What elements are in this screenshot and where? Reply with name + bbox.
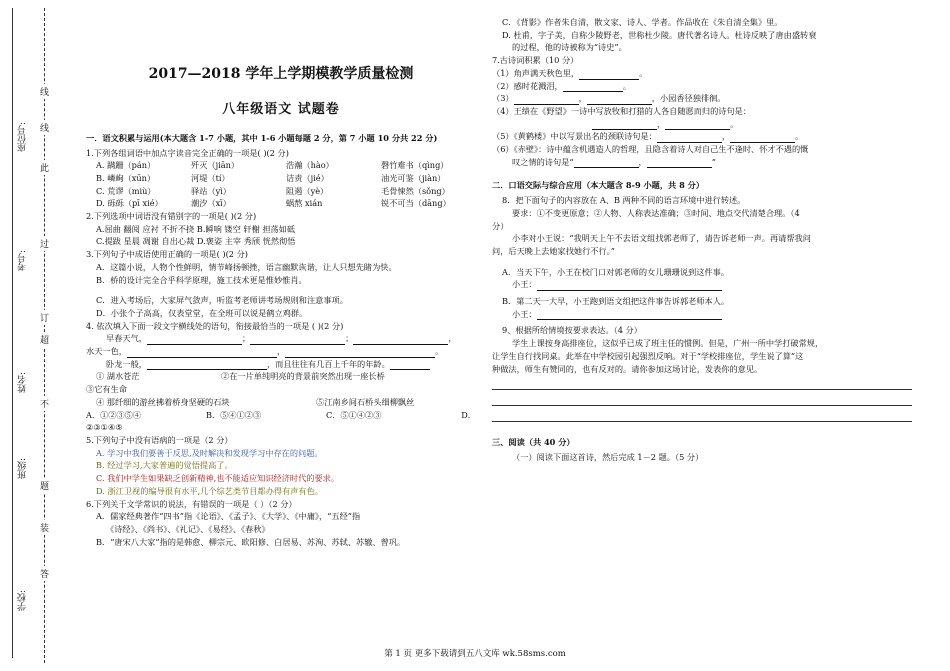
- section-3-title: 三、阅读（共 40 分）: [492, 437, 575, 448]
- page-footer: 第 1 页 更多下载请到五八文库 wk.58sms.com: [384, 649, 566, 659]
- q6-option: 的过程，他的诗被称为“诗史”。: [512, 42, 627, 53]
- exam-title: 2017—2018 学年上学期模教学质量检测: [148, 66, 414, 82]
- seal-char: 线: [40, 120, 49, 135]
- q4-option-d: ②③①④⑤: [86, 422, 123, 433]
- q9-text: 让学生自行找同桌。此举在中学校园引起强烈反响。对于“学校排座位，学生说了算”这: [492, 350, 804, 361]
- answer-line[interactable]: [492, 409, 912, 422]
- seal-char: 题: [40, 478, 49, 493]
- q8-quote: 小李对小王说：“我明天上午不去语文组找郭老师了，请告诉老师一声。再请帮我问: [512, 233, 811, 244]
- q8-answer-b: 小王：: [492, 308, 912, 321]
- q7-fill: 叹之情的诗句是“ ， ”: [512, 156, 716, 167]
- q8-requirement: 分）: [492, 220, 509, 231]
- q5-option: D. 浙江卫视的编导很有水平,几个综艺类节目都办得有声有色。: [96, 485, 323, 496]
- q5-option: B. 经过学习,大家普遍的觉悟提高了。: [96, 460, 233, 471]
- answer-line[interactable]: [492, 393, 912, 406]
- section-2-title: 二．口语交际与综合应用（本大题含 8-9 小题，共 8 分）: [492, 180, 705, 191]
- q4-fill-line: 卧龙一般， ，而且往往有几百上千年的年龄。: [86, 358, 476, 371]
- q4-items: ① 湖水苍茫 ②在一片单纯明亮的背景前突然出现一座长桥: [96, 371, 385, 382]
- q7-item: （2）感时花溅泪， 。: [492, 80, 631, 91]
- exam-no-label: 考号:: [18, 250, 28, 272]
- q7-stem: 7.古诗词积累（10 分）: [492, 55, 579, 66]
- q3-option: D．小张个子高高，仅表堂堂，在全班可以说是鹤立鸡群。: [96, 307, 308, 318]
- q5-option: C. 我们中学生如果缺乏创新精神,也不能适应知识经济时代的要求。: [96, 473, 340, 484]
- q4-stem: 4. 依次填入下面一段文字横线处的语句，衔接最恰当的一项是 ( )(2 分): [86, 320, 344, 331]
- q6-option: B．“唐宋八大家”指的是韩愈、柳宗元、欧阳修、白居易、苏洵、苏轼、苏辙、曾巩。: [96, 536, 406, 547]
- right-column: [492, 8, 912, 464]
- q7-fill: ， 。: [492, 118, 912, 131]
- q2-option: C.提跋 星晨 凋谢 自出心裁 D.褒姿 主宰 秀颀 恍然彻悟: [96, 236, 296, 247]
- q7-item: （4）王绩在《野望》一诗中写放牧和打猎的人各自随愿而归的诗句是：: [492, 105, 752, 116]
- q8-answer-a: 小王：: [492, 278, 912, 291]
- q3-option: A．这篇小说，人物个性鲜明，情节峰扬顿挫，语言幽默诙谐，让人只想先睹为快。: [96, 261, 397, 272]
- q5-option: A. 学习中我们要善于反思,及时解决和发现学习中存在的问题。: [96, 447, 323, 458]
- q6-stem: 6.下列关于文学常识的说法，有错误的一项是（ ）（2 分）: [86, 498, 297, 509]
- q9-text: 学生上课按身高排座位，这似乎已成了班主任的惯例。但是，广州一所中学打破常规，: [512, 338, 824, 349]
- q5-stem: 5.下列句子中没有语病的一项是（2 分）: [86, 435, 233, 445]
- answer-line[interactable]: [492, 377, 912, 390]
- q6-option: 《诗经》、《尚书》、《礼记》、《易经》、《春秋》: [106, 523, 270, 534]
- q3-option: B．桥的设计完全合乎科学原理，施工技术更是惟妙惟肖。: [96, 274, 307, 285]
- seal-char: 此: [40, 160, 49, 175]
- seal-char: 不: [40, 396, 49, 411]
- q3-option: C．进入考场后，大家屏气敛声，听监考老师讲考场规则和注意事项。: [96, 295, 348, 306]
- seat-label: 座位号:: [18, 122, 28, 153]
- q8-quote: 问，后天晚上去她家找她行不行。”: [492, 245, 615, 256]
- q1-row-c: C. 荒谬（miù） 驿站（yì） 阻遏（yè） 毛骨悚然（sǒng）: [96, 185, 450, 196]
- q7-item: （6）《赤壁》：诗中蕴含机遇造人的哲理，且隐含着诗人对自己生不逢时、怀才不遇的慨: [492, 144, 809, 155]
- q1-row-a: A. 蹒跚（pán） 歼灭（jiān） 浩瀚（hào） 磬竹难书（qìng）: [96, 160, 449, 171]
- q9-text: 种做法，师生有赞同的，也有反对的。请你参加这场讨论，发表你的意见。: [492, 363, 763, 374]
- q2-option: A.屈曲 翻阅 应衬 不折不挠 B.瞬响 镂空 轩榭 担荡如砥: [96, 223, 296, 234]
- q1-row-d: D. 砾砾（pī xié） 潮汐（xī） 蜗熬 xián 锐不可当（dāng）: [96, 198, 451, 209]
- q1-stem: 1.下列各组词语中加点字读音完全正确的一项是( )(2 分): [86, 147, 289, 158]
- seal-char: 超: [40, 332, 49, 347]
- seal-char: 答: [40, 566, 49, 581]
- exam-subtitle: 八年级语文 试题卷: [222, 101, 340, 117]
- seal-char: 装: [40, 520, 49, 535]
- q9-stem: 9、根据所给情境按要求表达。（4 分）: [502, 325, 642, 336]
- q4-items: ④ 那纤细的游丝拂着桥身坚硬的石块 ⑤江南乡间石桥头细柳飘丝: [96, 396, 415, 407]
- name-label: 姓名:: [18, 372, 28, 394]
- q7-item: （1）角声满天秋色里， 。: [492, 67, 648, 78]
- q6-option: D. 杜甫，字子美，自称少陵野老，世称杜少陵。唐代著名诗人。杜诗反映了唐由盛转衰: [502, 29, 817, 40]
- class-label: 班级:: [18, 458, 28, 480]
- q4-fill-line: 水天一色， ， 。: [86, 346, 444, 357]
- q6-option: C．《背影》作者朱自清，散文家、诗人、学者。作品收在《朱自清全集》里。: [502, 17, 783, 27]
- q7-item: （5）《黄鹤楼》中以写景出名的颈联诗句是： ， 。: [492, 131, 804, 142]
- q4-item: ③它有生命: [86, 384, 127, 395]
- q4-options: A．①②③⑤④ B．⑤④①②③ C．⑤①④②③ D．: [86, 409, 476, 420]
- school-label: 学校:: [18, 590, 28, 612]
- seal-char: 过: [40, 236, 49, 251]
- q8-stem: 8．把下面句子的内容放在 A、B 两种不同的语言环境中进行转述。: [502, 195, 746, 206]
- q6-option: A．儒家经典著作“四书”指《论语》、《孟子》、《大学》、《中庸》，“五经”指: [96, 511, 361, 522]
- seal-char: 订: [40, 310, 49, 325]
- reading-intro: （一）阅读下面这首诗，然后完成 1－2 题。（5 分）: [512, 451, 704, 462]
- q7-item: （3） ， ，小园香径独徘徊。: [492, 93, 726, 104]
- q2-stem: 2.下列选项中词语没有错别字的一项是( )(2 分): [86, 211, 257, 222]
- q4-fill-line: 早春天气， ； ； ，: [106, 333, 457, 344]
- sidebar-border-line: [12, 8, 13, 658]
- q1-row-b: B. 嶙峋（xūn） 河堤（tí） 诘责（jié） 油光可鉴（jiàn）: [96, 172, 446, 183]
- seal-char: 线: [40, 84, 49, 99]
- binding-sidebar: [0, 0, 60, 671]
- q8-scenario-b: B．第二天一大早，小王跑到语文组把这件事告诉郭老师本人。: [502, 296, 730, 307]
- q3-stem: 3.下列句子中成语使用正确的一项是( )(2 分): [86, 249, 249, 260]
- left-column: [86, 58, 476, 548]
- section-1-title: 一．语文积累与运用(本大题含 1-7 小题，其中 1-6 小题每题 2 分，第 7 小题 10 分共 22 分): [86, 132, 438, 143]
- q8-scenario-a: A．当天下午，小王在校门口对郭老师的女儿珊珊说到这件事。: [502, 266, 729, 277]
- q8-requirement: 要求：①不变更原意；②人物、人称表达准确；③时间、地点交代清楚合理。（4: [512, 207, 800, 218]
